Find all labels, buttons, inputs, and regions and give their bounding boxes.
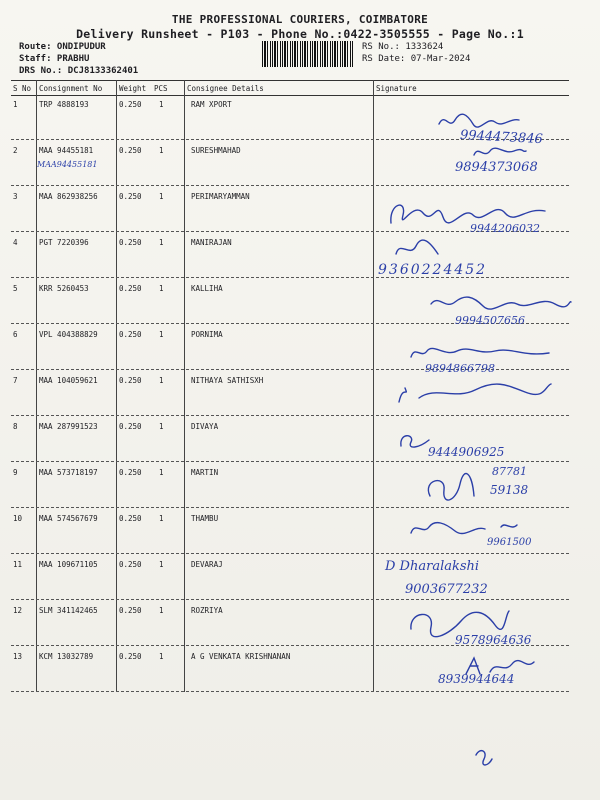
row-consignee: KALLIHA <box>191 284 223 293</box>
row9-signature <box>420 466 480 506</box>
row6-signature <box>405 343 555 363</box>
row-sno: 3 <box>13 192 18 201</box>
row-pcs: 1 <box>159 422 164 431</box>
row-consignee: DEVARAJ <box>191 560 223 569</box>
page-initial-mark <box>470 745 500 769</box>
row-consignee: DIVAYA <box>191 422 219 431</box>
row-consignment-no: MAA 94455181 <box>39 146 94 155</box>
row-sno: 5 <box>13 284 18 293</box>
row-sno: 13 <box>13 652 23 661</box>
row-consignee: ROZRIYA <box>191 606 223 615</box>
row-sno: 8 <box>13 422 18 431</box>
row-pcs: 1 <box>159 100 164 109</box>
row-sno: 11 <box>13 560 23 569</box>
route-label: Route: ONDIPUDUR <box>19 42 106 52</box>
barcode-image <box>262 41 354 67</box>
row2-phone: 9894373068 <box>455 160 538 175</box>
row-consignee: RAM XPORT <box>191 100 232 109</box>
row-sno: 2 <box>13 146 18 155</box>
row-consignee: PORNIMA <box>191 330 223 339</box>
row5-phone: 9994507656 <box>455 314 525 327</box>
table-row <box>11 462 569 508</box>
row-weight: 0.250 <box>119 192 142 201</box>
row-sno: 9 <box>13 468 18 477</box>
col-pcs: PCS <box>154 84 168 93</box>
row-weight: 0.250 <box>119 146 142 155</box>
row-consignment-no: MAA 109671105 <box>39 560 98 569</box>
row-pcs: 1 <box>159 560 164 569</box>
row6-phone: 9894866798 <box>425 362 495 375</box>
row7-signature <box>395 378 555 408</box>
row-consignment-no: PGT 7220396 <box>39 238 89 247</box>
row-weight: 0.250 <box>119 284 142 293</box>
col-consignment: Consignment No <box>39 84 103 93</box>
row-consignment-no: SLM 341142465 <box>39 606 98 615</box>
row-weight: 0.250 <box>119 100 142 109</box>
row-consignment-no: MAA 573718197 <box>39 468 98 477</box>
row-consignee: PERIMARYAMMAN <box>191 192 250 201</box>
row-pcs: 1 <box>159 468 164 477</box>
row-weight: 0.250 <box>119 652 142 661</box>
row-pcs: 1 <box>159 652 164 661</box>
row-weight: 0.250 <box>119 514 142 523</box>
col-consignee: Consignee Details <box>187 84 264 93</box>
row-weight: 0.250 <box>119 330 142 339</box>
row11-phone: 9003677232 <box>405 582 488 597</box>
row-consignment-no: MAA 104059621 <box>39 376 98 385</box>
row12-phone: 9578964636 <box>455 633 532 647</box>
row-consignment-no: MAA 287991523 <box>39 422 98 431</box>
row10-phone: 9961500 <box>487 537 532 548</box>
row11-name: D Dharalakshi <box>385 559 480 574</box>
row5-signature <box>425 292 575 312</box>
row8-phone: 9444906925 <box>428 445 505 459</box>
row-pcs: 1 <box>159 514 164 523</box>
row-consignment-no: VPL 404388829 <box>39 330 98 339</box>
col-sno: S No <box>13 84 32 93</box>
row-consignment-no: KCM 13032789 <box>39 652 94 661</box>
row-pcs: 1 <box>159 146 164 155</box>
company-title: THE PROFESSIONAL COURIERS, COIMBATORE <box>171 13 429 26</box>
drs-label: DRS No.: DCJ8133362401 <box>19 66 139 76</box>
runsheet-title: Delivery Runsheet - P103 - Phone No.:0422-3505555 - Page No.:1 <box>76 27 524 41</box>
row-pcs: 1 <box>159 330 164 339</box>
row-consignee: NITHAYA SATHISXH <box>191 376 264 385</box>
row13-phone: 8939944644 <box>438 672 515 686</box>
row-consignee: THAMBU <box>191 514 219 523</box>
row-weight: 0.250 <box>119 422 142 431</box>
row-pcs: 1 <box>159 606 164 615</box>
rs-date: RS Date: 07-Mar-2024 <box>362 54 471 64</box>
row-consignment-no: TRP 4888193 <box>39 100 89 109</box>
row-sno: 12 <box>13 606 23 615</box>
row3-phone: 9944206032 <box>470 222 540 235</box>
row10-signature <box>405 517 525 539</box>
row-weight: 0.250 <box>119 238 142 247</box>
row-weight: 0.250 <box>119 606 142 615</box>
row-weight: 0.250 <box>119 560 142 569</box>
row-consignee: SURESHMAHAD <box>191 146 241 155</box>
staff-label: Staff: PRABHU <box>19 54 90 64</box>
col-signature: Signature <box>376 84 417 93</box>
row-sno: 6 <box>13 330 18 339</box>
row-consignee: A G VENKATA KRISHNANAN <box>191 652 291 661</box>
rs-number: RS No.: 1333624 <box>362 42 444 52</box>
row-weight: 0.250 <box>119 468 142 477</box>
row-sno: 1 <box>13 100 18 109</box>
row-sno: 7 <box>13 376 18 385</box>
row1-phone: 9944473846 <box>459 127 544 148</box>
col-weight: Weight <box>119 84 147 93</box>
row-sno: 10 <box>13 514 23 523</box>
row-pcs: 1 <box>159 376 164 385</box>
row2-handwritten-note: MAA94455181 <box>37 160 98 169</box>
row4-signature <box>390 236 450 262</box>
row-consignment-no: MAA 574567679 <box>39 514 98 523</box>
row4-phone: 9360224452 <box>378 262 488 278</box>
row-consignee: MARTIN <box>191 468 219 477</box>
row-consignment-no: MAA 862938256 <box>39 192 98 201</box>
row-pcs: 1 <box>159 284 164 293</box>
row2-signature <box>470 143 530 161</box>
row-pcs: 1 <box>159 192 164 201</box>
row-divider <box>11 691 569 692</box>
row-pcs: 1 <box>159 238 164 247</box>
row-weight: 0.250 <box>119 376 142 385</box>
row9-number-b: 59138 <box>490 483 529 497</box>
row9-number-a: 87781 <box>492 465 527 478</box>
row-consignment-no: KRR 5260453 <box>39 284 89 293</box>
row-sno: 4 <box>13 238 18 247</box>
row-consignee: MANIRAJAN <box>191 238 232 247</box>
row1-signature <box>435 110 525 132</box>
